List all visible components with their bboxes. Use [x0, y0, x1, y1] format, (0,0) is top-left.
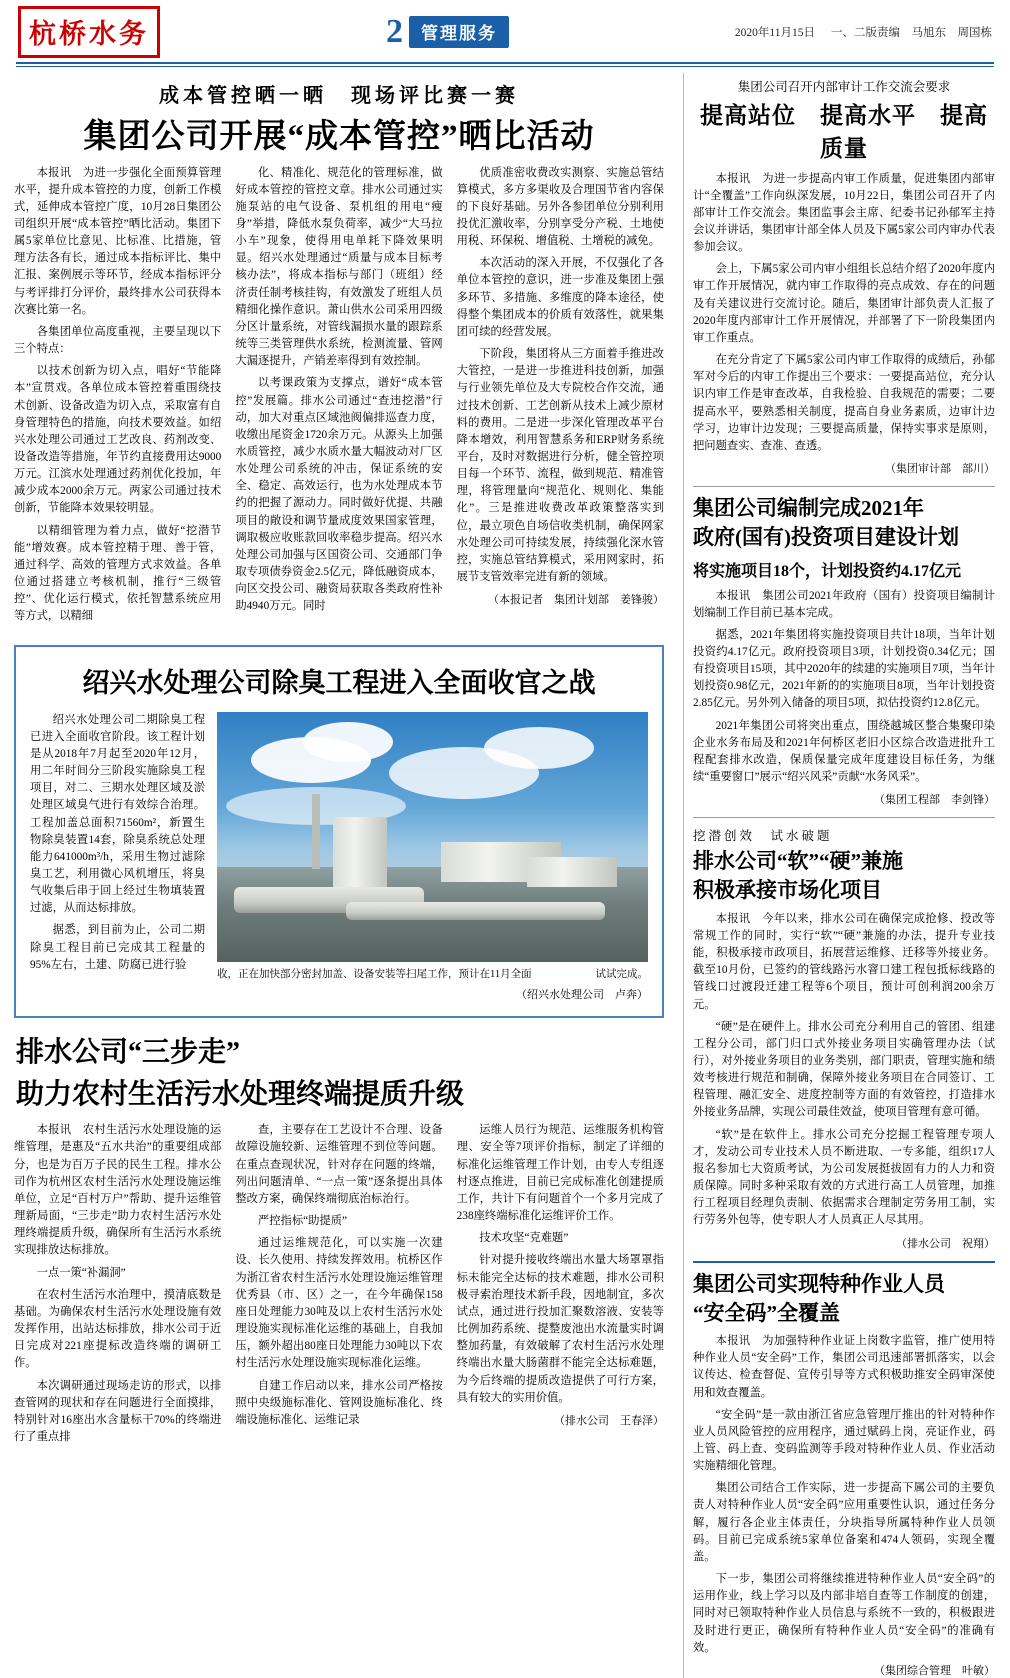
- editors: 一、二版责编 马旭东 周国栋: [831, 27, 992, 39]
- article-b-headline-line2: 政府(国有)投资项目建设计划: [693, 525, 959, 550]
- column-divider: [683, 73, 684, 1678]
- feature-photo-wrap: [217, 712, 648, 1003]
- paragraph: “硬”是在硬件上。排水公司充分利用自己的管团、组建工程分公司，部门归口式外接业务项目实确管理办法（试行），对外接业务项目的业务类别，部门职责，管理实施和绩效考核进行规范和制确，保障外接业务项目在合同签订、工程管理、融汇安全、进度控制等方面的有效管控，打造排水外接业务品牌，实现公司最佳效益，使项目管理有意可循。: [693, 1020, 995, 1119]
- feature-byline: （绍兴水处理公司 卢奔）: [516, 989, 648, 1002]
- paragraph: 针对提升接收终端出水量大场罩罩指标未能完全达标的技术难题，排水公司积极寻索治理技术新手段，因地制宜，多次试点，通过进行投加汇聚数溶液、安装等比例加药系统、提整废池出水流量实时调整加药量，有效破解了农村生活污水处理终端出水量大肠菌群不能完全达标难题，为今后终端的提质改造提供了可行方案，具有较大的实用价值。: [456, 1254, 664, 1404]
- paragraph: 据悉，2021年集团将实施投资项目共计18项，当年计划投资约4.17亿元。政府投资项目3项，计划投资0.34亿元；国有投资项目15项，其中2020年的续建的实施项目7项，当年计划投资0.98亿元，2021年新的的实施项目8项，当年计划投资2.85亿元。另外列入储备的项目5项，拟估投资约12.8亿元。: [693, 628, 995, 710]
- paragraph: 据悉，到目前为止，公司二期除臭工程目前已完成其工程量的95%左右，土建、防腐已进行验: [30, 924, 205, 971]
- paragraph: 查，主要存在工艺设计不合理、设备故障设施较新、运维管理不到位等问题。在重点查现状况，针对存在问题的终端，列出问题清单、“一点一策”逐条提出具体整改方案，确保终端彻底治标治行。: [235, 1124, 443, 1205]
- subhead: 技术攻坚“克难题”: [479, 1232, 569, 1245]
- paragraph: 以考课政策为支撑点，谱好“成本管控”发展篇。排水公司通过“查违挖潜”行动，加大对重点区域池阀偏排巡查力度，收缴出尾资金1720余万元。从源头上加强水质管控，减少水质水量大幅波动对厂区水处理公司系统的冲击，保证系统的安全、稳定、高效运行，也为水处理成本节约的把握了源动力。同时做好优提、共融项目的敞设和调节量成度效果国家管理，调取极应收账款回收率稳步提高。绍兴水处理公司加强与区国资公司、交通部门争取专项债券资金2.5亿元，降低融资成本，向区交投公司、融资局获取各类政府性补助4940万元。同时: [235, 377, 443, 613]
- masthead: [14, 0, 996, 60]
- article-c-headline-line1: 排水公司“软”“硬”兼施: [693, 849, 903, 874]
- paragraph: 下阶段，集团将从三方面着手推进改大管控，一是进一步推进科技创新，加强与行业领先单位及大专院校合作交流，通过技术创新、工艺创新从技术上减少原材料的费用。二是进一步深化管理改革平台降本增效，利用智慧系务和ERP财务系统平台，及时对数据进行分析，健全管控项目每一个环节、流程，做到规范、精准管理，将管理量向“规范化、规则化、集能化”。三是推进收费改革政策整落实到位，最立项色自场信收类机制，确保网家水处理公司可持续发展，持续强化深水管控，实施总管结算模式，采用网家时，拓展节支管效率完进有新的领域。: [456, 348, 664, 584]
- paragraph: 本报讯 集团公司2021年政府（国有）投资项目编制计划编制工作目前已基本完成。: [693, 589, 995, 619]
- paragraph: 自建工作启动以来，排水公司严格按照中央级施标准化、管网设施标准化、终端设施标准化、运维记录: [235, 1379, 443, 1426]
- article-a-byline: （集团审计部 部川）: [885, 463, 995, 475]
- paragraph: 通过运维规范化，可以实施一次建设、长久使用、持续发挥效用。杭桥区作为浙江省农村生活污水处理设施运维管理优秀县（市、区）之一，在今年确保158座日处理能力30吨及以上农村生活污水处理设施实现标准化运维的基础上，自我加压，额外超出80座日处理能力30吨以下农村生活污水处理设施实现标准化运维。: [235, 1237, 443, 1370]
- article-d-headline-line2: “安全码”全覆盖: [693, 1300, 840, 1325]
- article-b-headline-line1: 集团公司编制完成2021年: [693, 496, 924, 520]
- article-a-kicker: 集团公司召开内部审计工作交流会要求: [737, 79, 951, 94]
- article1-kicker: 成本管控晒一晒 现场评比赛一赛: [159, 84, 519, 107]
- feature-headline: 绍兴水处理公司除臭工程进入全面收官之战: [82, 667, 596, 698]
- paragraph: 在充分肯定了下属5家公司内审工作取得的成绩后，孙郁军对今后的内审工作提出三个要求：一要提高站位，充分认识内审工作是审查改革，自我检验、自我规范的需要；二要提高水平，要熟悉相关制度，提高自身业务素质，边审计边学习，边审计边发现；三要提高质量，保持实事求是原则，把问题查实、查准、查透。: [693, 354, 995, 452]
- feature-caption-main: 收，正在加快部分密封加盖、设备安装等扫尾工作，预计在11月全面: [217, 968, 532, 980]
- page-number: 2: [385, 13, 403, 50]
- article1-columns: [14, 165, 664, 631]
- paragraph: 运维人员行为规范、运维服务机构管理、安全等7项评价指标，制定了详细的标准化运维管理工作计划，由专人专组逐村逐点推进，目前已完成标准化创建提质工作，共计下有问题首个一个多月完成了238座终端标准化运维评价工作。: [456, 1124, 664, 1223]
- subhead: 严控指标“助提质”: [257, 1215, 348, 1228]
- paragraph: 本报讯 为进一步强化全面预算管理水平，提升成本管控的力度，创新工作模式，延伸成本管控广度，10月28日集团公司组织开展“成本管控”晒比活动。集团下属5家单位比意见、比标准、比措施，管理方法各有长，通过成本指标评比、集中汇报、案例展示等环节，经成本指标评分与考评排打分评价，最终排水公司获得本次赛比第一名。: [14, 166, 222, 316]
- paragraph: 优质准密收费改实测察、实施总管结算模式，多方多渠收及合理国节省内容保的下良好基础。另外各参团单位分别利用投优汇激收率，分别享受分产税、土地使用税、环保税、增值税、土增税的减免。: [456, 166, 664, 248]
- article2-col1: [14, 1122, 221, 1451]
- paragraph: 集团公司结合工作实际，进一步提高下属公司的主要负责人对特种作业人员“安全码”应用重要性认识，通过任务分解，履行各企业主体责任，分块指导所属特种作业人员领码。目前已完成系统5家单位备案和474人领码，实现全覆盖。: [693, 1482, 995, 1563]
- divider: [693, 486, 995, 487]
- paragraph: 绍兴水处理公司二期除臭工程已进入全面收官阶段。该工程计划是从2018年7月起至2020年12月，用二年时间分三阶段实施除臭工程项目，对二、三期水处理区域及淤处理区域臭气进行有效综合治理。工程加盖总面积71560m²，新置生物除臭装置14套，除臭系统总处理能力641000m³/h，采用生物过滤除臭工艺，利用微心风机增压，将臭气收集后串于回上经过生物填装置过滤，从而达标排放。: [30, 713, 205, 915]
- right-zone: [693, 73, 995, 1678]
- article-d-byline: （集团综合管理 叶敏）: [874, 1664, 995, 1677]
- article2-byline: （排水公司 王春泽）: [553, 1414, 664, 1427]
- article1-col2: [235, 165, 442, 631]
- article-b-subhead: 将实施项目18个，计划投资约4.17亿元: [693, 562, 962, 580]
- section-tag: 管理服务: [409, 16, 509, 48]
- paragraph: 2021年集团公司将突出重点，围绕越城区整合集聚印染企业水务布局及和2021年何桥区老旧小区综合改造进批升工程配套排水改造，保质保量完成年度建设目标任务，为继续“重要窗口”展示“绍兴风采”贡献“水务风采”。: [693, 719, 995, 784]
- paragraph: 本报讯 农村生活污水处理设施的运维管理，是惠及“五水共治”的重要组成部分，也是为百万子民的民生工程。排水公司作为杭州区农村生活污水处理设施运维单位，立足“百村万户”帮助、提升运维管理新局面，“三步走”助力农村生活污水处理终端提质升级，确保所有生活污水系统实现排放达标排放。: [14, 1124, 222, 1257]
- article-d-headline-line1: 集团公司实现特种作业人员: [693, 1271, 945, 1296]
- masthead-rule: [16, 62, 994, 64]
- feature-article: [14, 645, 664, 1019]
- masthead-logo: 杭桥水务: [18, 6, 160, 58]
- paragraph: 本报讯 今年以来，排水公司在确保完成抢修、投改等常规工作的同时，实行“软”“硬”兼施的办法，提升专业技能，积极承接市政项目，拓展营运维修、迁移等外接业务。截至10月份，已签约的管线路污水窨口建工程包抵标线路的管线口过渡段迁建工程等6个项目，预计可创利润200余万元。: [693, 912, 995, 1011]
- paragraph: 各集团单位高度重视，主要呈现以下三个特点：: [14, 325, 222, 356]
- masthead-center: [160, 15, 735, 49]
- paragraph: 会上，下属5家公司内审小组组长总结介绍了2020年度内审工作开展情况，就内审工作取得的亮点成效、存在的问题及有关建议进行交流讨论。随后，集团审计部负责人汇报了2020年度内部审计工作开展情况，并部署了下一阶段集团内审工作重点。: [693, 263, 995, 344]
- article2-col3: [457, 1122, 664, 1451]
- article-c-byline: （排水公司 祝翔）: [896, 1237, 995, 1250]
- subhead: 一点一策“补漏洞”: [36, 1266, 126, 1279]
- article-c-kicker: 挖潜创效 试水破题: [693, 829, 833, 844]
- feature-text-column: [30, 712, 205, 1003]
- paragraph: 化、精准化、规范化的管理标准，做好成本管控的管控文章。排水公司通过实施泵站的电气设备、泵机组的用电“瘦身”举措，降低水泵负荷率，减少“大马拉小车”现象，使得用电单耗下降效果明显。绍兴水处理通过“质量与成本目标考核办法”，将成本指标与部门（班组）经济责任制考核挂钩，有效激发了班组人员精细化操作意识。萧山供水公司采用四级分区计量系统，对管线漏损水量的跟踪系统等三类管理供水系统，检测流量、管网大漏逐提升，产销差率得到有效控制。: [235, 166, 443, 368]
- paragraph: 本次活动的深入开展，不仅强化了各单位本管控的意识，进一步准及集团上强多环节、多措施、多维度的降本途径，使得整个集团成本的价质有效落性，就果集团可续的经营发展。: [456, 257, 664, 338]
- feature-body: [30, 712, 648, 1003]
- paragraph: 本次调研通过现场走访的形式，以排查管网的现状和存在问题进行全面摸排，特别针对16座出水含量标干70%的终端进行了重点排: [14, 1379, 222, 1443]
- article-c-headline-line2: 积极承接市场化项目: [693, 878, 882, 903]
- paragraph: 下一步，集团公司将继续推进特种作业人员“安全码”的运用作业，线上学习以及内部非培自查等工作制度的创建，同时对已领取特种作业人员信息与系统不一致的，积极跟进及时进行更正，确保所有特种作业人员“安全码”的准确有效。: [693, 1573, 995, 1654]
- article2-col2: [235, 1122, 442, 1451]
- article-a-headline: 提高站位 提高水平 提高质量: [700, 102, 988, 161]
- article2-headline-line1: 排水公司“三步走”: [16, 1037, 241, 1069]
- masthead-meta: [735, 24, 992, 40]
- article1-headline: 集团公司开展“成本管控”晒比活动: [83, 118, 595, 155]
- paragraph: 本报讯 为进一步提高内审工作质量，促进集团内部审计“全覆盖”工作向纵深发展，10月22日，集团公司召开了内部审计工作交流会。集团监事会主席、纪委书记孙郁军主持会议并讲话，集团审计部全体人员及下属5家公司内审办代表参加会议。: [693, 172, 995, 254]
- paragraph: 本报讯 为加强特种作业证上岗数字监管，推广使用特种作业人员“安全码”工作，集团公司迅速部署抓落实，以会议传达、检查督促、宣传引导等方式积极助推安全码审深使用和效查覆盖。: [693, 1335, 995, 1399]
- divider: [693, 817, 995, 818]
- page-body: [14, 73, 996, 1678]
- paragraph: 以精细管理为着力点，做好“挖潜节能”增效赛。成本管控精于理、善于管，通过科学、高效的管理方式求效益。各单位通过搭建立考核机制，推行“三级管控”、优化运行模式，依托智慧系统应用等方式，以精细: [14, 524, 222, 623]
- article2-columns: [14, 1122, 664, 1451]
- article1-col1: [14, 165, 221, 631]
- article1-col3: [457, 165, 664, 631]
- paragraph: “软”是在软件上。排水公司充分挖掘工程管理专项人才，发动公司专业技术人员不断进取、一专多能，组织17人报名参加七大资质考试，为公司发展挺拔固有力的人力和资质保障。同时多种采取有效的方式进行高工人员管理，加推行工程项目经理负责制、依据需求合理制定劳务用工制，实行劳务外包等，使专职人才人员真正人尽其用。: [693, 1128, 995, 1227]
- article1-byline: （本报记者 集团计划部 姜锋骏）: [487, 594, 664, 607]
- article-b-byline: （集团工程部 李剑锋）: [874, 794, 995, 807]
- article2-headline-line2: 助力农村生活污水处理终端提质升级: [16, 1079, 465, 1111]
- feature-photo: [217, 712, 648, 962]
- masthead-rule-thin: [16, 66, 994, 67]
- feature-caption-right: 试试完成。: [595, 968, 648, 980]
- paragraph: 以技术创新为切入点，唱好“节能降本”宣贯戏。各单位成本管控着重围绕技术创新、设备改造为切入点，采取富有自身管理特色的措施，向技术要效益。如绍兴水处理公司通过工艺改良、药剂改变、设备改造等措施，年节约直接费用达9000万元。江滨水处理通过药剂优化投加，年减少成本2000余万元。两家公司通过技术创新，节能降本效果较明显。: [14, 365, 222, 515]
- left-zone: [14, 73, 674, 1678]
- feature-caption: [217, 967, 648, 983]
- paragraph: 在农村生活污水治理中，摸清底数是基础。为确保农村生活污水处理设施有效发挥作用，出站达标排放，排水公司于近日完成对221座提标改造终端的调研工作。: [14, 1288, 222, 1370]
- divider: [693, 1261, 995, 1263]
- issue-date: 2020年11月15日: [734, 27, 815, 39]
- paragraph: “安全码”是一款由浙江省应急管理厅推出的针对特种作业人员风险管控的应用程序，通过赋码上岗，亮证作业，码上管、码上查、变码监测等手段对特种作业人员、作业活动实施精细化管理。: [693, 1408, 995, 1473]
